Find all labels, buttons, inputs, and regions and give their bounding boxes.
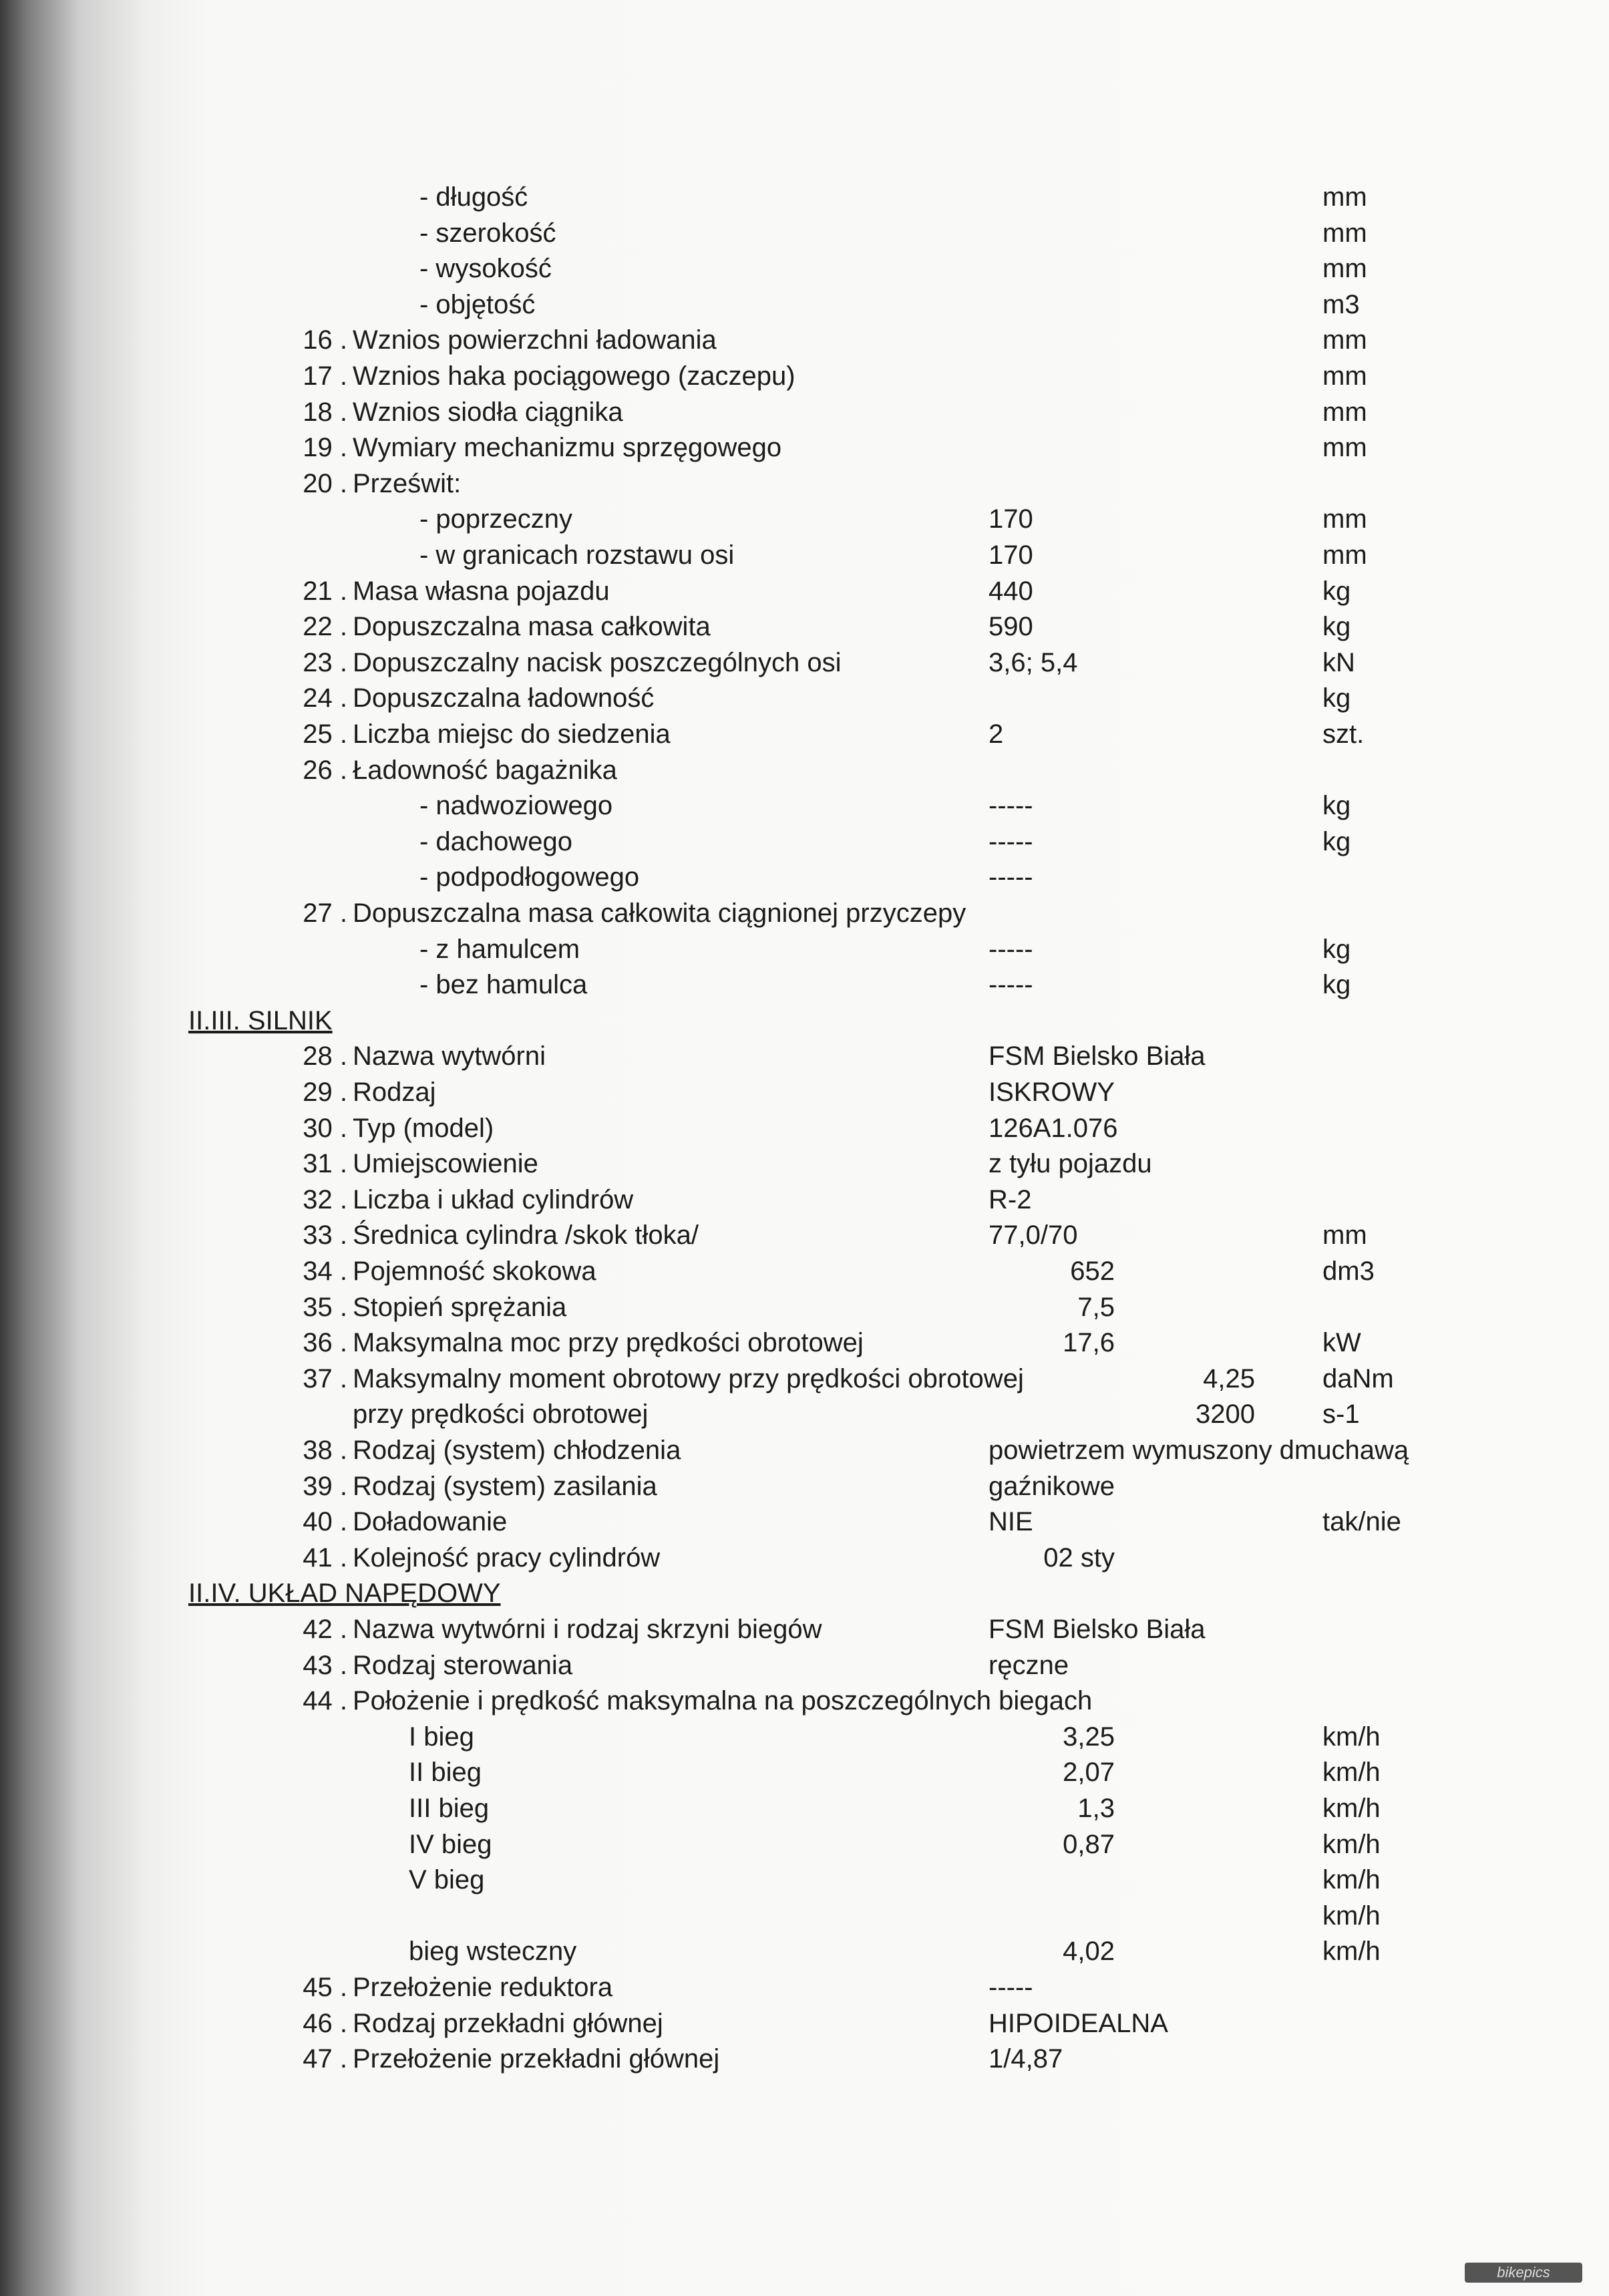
item-number: 38 .	[303, 1436, 347, 1465]
item-number: 45 .	[303, 1973, 347, 2002]
item-number: 47 .	[303, 2044, 347, 2074]
sub-item-label: - długość	[419, 182, 528, 212]
spec-row	[0, 358, 1609, 394]
spec-row	[0, 931, 1609, 967]
item-unit: kg	[1322, 791, 1351, 820]
spec-row	[0, 1361, 1609, 1397]
item-value: NIE	[989, 1507, 1033, 1536]
item-number: 29 .	[303, 1078, 347, 1107]
item-value: 2,07	[1063, 1758, 1115, 1787]
item-number: 17 .	[303, 361, 347, 391]
spec-row	[0, 645, 1609, 681]
spec-row	[0, 537, 1609, 573]
item-number: 27 .	[303, 898, 347, 928]
spec-row	[0, 430, 1609, 466]
item-value: 02 sty	[1043, 1543, 1115, 1573]
item-label: Doładowanie	[353, 1507, 508, 1536]
item-value: ręczne	[989, 1651, 1069, 1680]
spec-row	[0, 2005, 1609, 2041]
item-number: 42 .	[303, 1615, 347, 1644]
spec-row	[0, 716, 1609, 752]
section-heading: II.IV. UKŁAD NAPĘDOWY	[188, 1579, 501, 1608]
item-unit: mm	[1322, 433, 1367, 462]
spec-row	[0, 1540, 1609, 1576]
spec-row	[0, 1217, 1609, 1253]
spec-row	[0, 1110, 1609, 1146]
sub-item-label: - bez hamulca	[419, 970, 588, 999]
spec-row	[0, 501, 1609, 537]
item-number: 19 .	[303, 433, 347, 462]
spec-row	[0, 1253, 1609, 1289]
item-unit: mm	[1322, 540, 1367, 570]
item-number: 34 .	[303, 1257, 347, 1286]
item-label: Rodzaj (system) zasilania	[353, 1472, 657, 1501]
item-label: Ładowność bagażnika	[353, 756, 617, 785]
item-unit: mm	[1322, 1220, 1367, 1250]
item-label: Wznios powierzchni ładowania	[353, 325, 717, 355]
spec-row	[0, 1933, 1609, 1969]
gear-label: IV bieg	[409, 1830, 492, 1859]
item-label: Wznios haka pociągowego (zaczepu)	[353, 361, 795, 391]
item-value: 1,3	[1077, 1794, 1115, 1823]
item-label: Pojemność skokowa	[353, 1257, 596, 1286]
item-unit: daNm	[1322, 1364, 1394, 1393]
item-label: Dopuszczalna masa całkowita ciągnionej przyczepy	[353, 898, 966, 928]
item-value: gaźnikowe	[989, 1472, 1115, 1501]
spec-row	[0, 2041, 1609, 2077]
item-number: 39 .	[303, 1472, 347, 1501]
item-number: 23 .	[303, 648, 347, 677]
item-value: 126A1.076	[989, 1114, 1118, 1143]
item-unit: km/h	[1322, 1937, 1381, 1966]
spec-row	[0, 1719, 1609, 1755]
item-number: 44 .	[303, 1686, 347, 1715]
item-value: 7,5	[1077, 1293, 1115, 1322]
item-label: Liczba i układ cylindrów	[353, 1185, 634, 1214]
spec-row	[0, 1396, 1609, 1432]
item-unit: kg	[1322, 683, 1351, 713]
item-value: HIPOIDEALNA	[989, 2009, 1168, 2038]
item-label: Nazwa wytwórni	[353, 1041, 546, 1071]
sub-item-label: - objętość	[419, 290, 536, 319]
item-value: 17,6	[1063, 1328, 1115, 1357]
item-label: Nazwa wytwórni i rodzaj skrzyni biegów	[353, 1615, 822, 1644]
item-number: 21 .	[303, 577, 347, 606]
item-label: Prześwit:	[353, 469, 462, 498]
item-number: 36 .	[303, 1328, 347, 1357]
spec-row	[0, 1468, 1609, 1504]
item-number: 33 .	[303, 1220, 347, 1250]
spec-row	[0, 967, 1609, 1003]
item-unit: s-1	[1322, 1400, 1360, 1429]
spec-row	[0, 322, 1609, 358]
item-value: -----	[989, 935, 1033, 964]
sub-item-label: - poprzeczny	[419, 504, 572, 534]
spec-row	[0, 895, 1609, 931]
item-label: Maksymalny moment obrotowy przy prędkości obrotowej	[353, 1364, 1024, 1393]
item-unit: kg	[1322, 577, 1351, 606]
item-number: 24 .	[303, 683, 347, 713]
item-label: Wznios siodła ciągnika	[353, 397, 623, 427]
item-value: z tyłu pojazdu	[989, 1149, 1152, 1178]
item-label: Typ (model)	[353, 1114, 494, 1143]
item-label: Dopuszczalny nacisk poszczególnych osi	[353, 648, 842, 677]
sub-item-label: - wysokość	[419, 254, 552, 283]
item-unit: km/h	[1322, 1722, 1381, 1752]
spec-row	[0, 680, 1609, 716]
item-value: -----	[989, 791, 1033, 820]
sub-item-label: - podpodłogowego	[419, 862, 640, 892]
item-number: 41 .	[303, 1543, 347, 1573]
item-label: Rodzaj sterowania	[353, 1651, 573, 1680]
item-value: 4,02	[1063, 1937, 1115, 1966]
item-number: 46 .	[303, 2009, 347, 2038]
item-unit: mm	[1322, 254, 1367, 283]
spec-row	[0, 1182, 1609, 1218]
item-unit: kg	[1322, 935, 1351, 964]
spec-row	[0, 251, 1609, 287]
item-unit: km/h	[1322, 1758, 1381, 1787]
spec-row	[0, 573, 1609, 609]
item-label: Średnica cylindra /skok tłoka/	[353, 1220, 699, 1250]
item-value: 170	[989, 504, 1033, 534]
item-unit: kg	[1322, 970, 1351, 999]
item-label: Umiejscowienie	[353, 1149, 538, 1178]
item-value: 2	[989, 719, 1004, 749]
item-number: 31 .	[303, 1149, 347, 1178]
item-number: 37 .	[303, 1364, 347, 1393]
item-number: 30 .	[303, 1114, 347, 1143]
spec-row	[0, 1969, 1609, 2005]
spec-row	[0, 1754, 1609, 1790]
item-value: 3200	[1196, 1400, 1255, 1429]
item-value: 590	[989, 612, 1033, 641]
item-number: 32 .	[303, 1185, 347, 1214]
item-unit: szt.	[1322, 719, 1365, 749]
item-label: Rodzaj	[353, 1078, 436, 1107]
item-unit: mm	[1322, 218, 1367, 248]
spec-row	[0, 1146, 1609, 1182]
item-value: 3,6; 5,4	[989, 648, 1078, 677]
spec-row	[0, 287, 1609, 323]
item-unit: kg	[1322, 827, 1351, 856]
item-number: 25 .	[303, 719, 347, 749]
item-number: 40 .	[303, 1507, 347, 1536]
spec-row	[0, 394, 1609, 430]
item-value: 440	[989, 577, 1033, 606]
gear-label: II bieg	[409, 1758, 482, 1787]
item-number: 35 .	[303, 1293, 347, 1322]
item-label: Przełożenie reduktora	[353, 1973, 613, 2002]
section-heading: II.III. SILNIK	[188, 1006, 333, 1035]
item-unit: m3	[1322, 290, 1360, 319]
spec-row	[0, 1074, 1609, 1110]
item-unit: kN	[1322, 648, 1355, 677]
item-label: Dopuszczalna ładowność	[353, 683, 655, 713]
spec-row	[0, 859, 1609, 895]
sub-item-label: - z hamulcem	[419, 935, 580, 964]
sub-item-label: - nadwoziowego	[419, 791, 613, 820]
item-value: 3,25	[1063, 1722, 1115, 1752]
item-unit: mm	[1322, 397, 1367, 427]
item-value: FSM Bielsko Biała	[989, 1615, 1206, 1644]
spec-row	[0, 466, 1609, 502]
spec-row	[0, 1647, 1609, 1683]
item-number: 20 .	[303, 469, 347, 498]
spec-row	[0, 1504, 1609, 1540]
item-unit: km/h	[1322, 1830, 1381, 1859]
item-number: 28 .	[303, 1041, 347, 1071]
gear-label: bieg wsteczny	[409, 1937, 577, 1966]
item-value: powietrzem wymuszony dmuchawą	[989, 1436, 1409, 1465]
item-number: 26 .	[303, 756, 347, 785]
item-label: Przełożenie przekładni głównej	[353, 2044, 720, 2074]
item-label: Masa własna pojazdu	[353, 577, 610, 606]
item-label: Stopień sprężania	[353, 1293, 567, 1322]
spec-row	[0, 1432, 1609, 1468]
item-unit: mm	[1322, 325, 1367, 355]
item-value: 77,0/70	[989, 1220, 1078, 1250]
item-value: -----	[989, 827, 1033, 856]
item-unit: km/h	[1322, 1794, 1381, 1823]
gear-label: V bieg	[409, 1865, 485, 1895]
item-value: FSM Bielsko Biała	[989, 1041, 1206, 1071]
spec-row	[0, 1826, 1609, 1862]
item-label: Wymiary mechanizmu sprzęgowego	[353, 433, 782, 462]
item-value: 1/4,87	[989, 2044, 1063, 2074]
spec-row	[0, 609, 1609, 645]
item-value: 652	[1070, 1257, 1115, 1286]
spec-row	[0, 1289, 1609, 1325]
item-unit: mm	[1322, 361, 1367, 391]
item-value: -----	[989, 1973, 1033, 2002]
item-unit: mm	[1322, 182, 1367, 212]
item-number: 16 .	[303, 325, 347, 355]
item-value: ISKROWY	[989, 1078, 1115, 1107]
item-label: przy prędkości obrotowej	[353, 1400, 649, 1429]
sub-item-label: - dachowego	[419, 827, 573, 856]
item-label: Rodzaj przekładni głównej	[353, 2009, 663, 2038]
item-label: Kolejność pracy cylindrów	[353, 1543, 661, 1573]
item-unit: kg	[1322, 612, 1351, 641]
spec-row	[0, 824, 1609, 860]
item-value: 170	[989, 540, 1033, 570]
item-number: 18 .	[303, 397, 347, 427]
item-value: -----	[989, 862, 1033, 892]
sub-item-label: - w granicach rozstawu osi	[419, 540, 735, 570]
item-number: 22 .	[303, 612, 347, 641]
spec-row	[0, 1683, 1609, 1719]
item-value: R-2	[989, 1185, 1032, 1214]
spec-row	[0, 1898, 1609, 1934]
spec-row	[0, 1790, 1609, 1826]
item-value: -----	[989, 970, 1033, 999]
item-unit: dm3	[1322, 1257, 1375, 1286]
sub-item-label: - szerokość	[419, 218, 556, 248]
item-unit: mm	[1322, 504, 1367, 534]
spec-row	[0, 1862, 1609, 1898]
item-label: Rodzaj (system) chłodzenia	[353, 1436, 681, 1465]
spec-row	[0, 752, 1609, 788]
item-unit: tak/nie	[1322, 1507, 1401, 1536]
spec-row	[0, 215, 1609, 251]
spec-row	[0, 1038, 1609, 1074]
item-label: Położenie i prędkość maksymalna na poszczególnych biegach	[353, 1686, 1093, 1715]
item-label: Maksymalna moc przy prędkości obrotowej	[353, 1328, 864, 1357]
spec-row	[0, 1325, 1609, 1361]
spec-row	[0, 788, 1609, 824]
item-number: 43 .	[303, 1651, 347, 1680]
item-unit: km/h	[1322, 1901, 1381, 1931]
gear-label: III bieg	[409, 1794, 490, 1823]
item-unit: km/h	[1322, 1865, 1381, 1895]
bikepics-logo: bikepics	[1465, 2263, 1582, 2283]
spec-row	[0, 179, 1609, 215]
item-label: Dopuszczalna masa całkowita	[353, 612, 711, 641]
item-value: 0,87	[1063, 1830, 1115, 1859]
item-value: 4,25	[1203, 1364, 1255, 1393]
gear-label: I bieg	[409, 1722, 474, 1752]
item-label: Liczba miejsc do siedzenia	[353, 719, 671, 749]
item-unit: kW	[1322, 1328, 1361, 1357]
spec-row	[0, 1611, 1609, 1647]
